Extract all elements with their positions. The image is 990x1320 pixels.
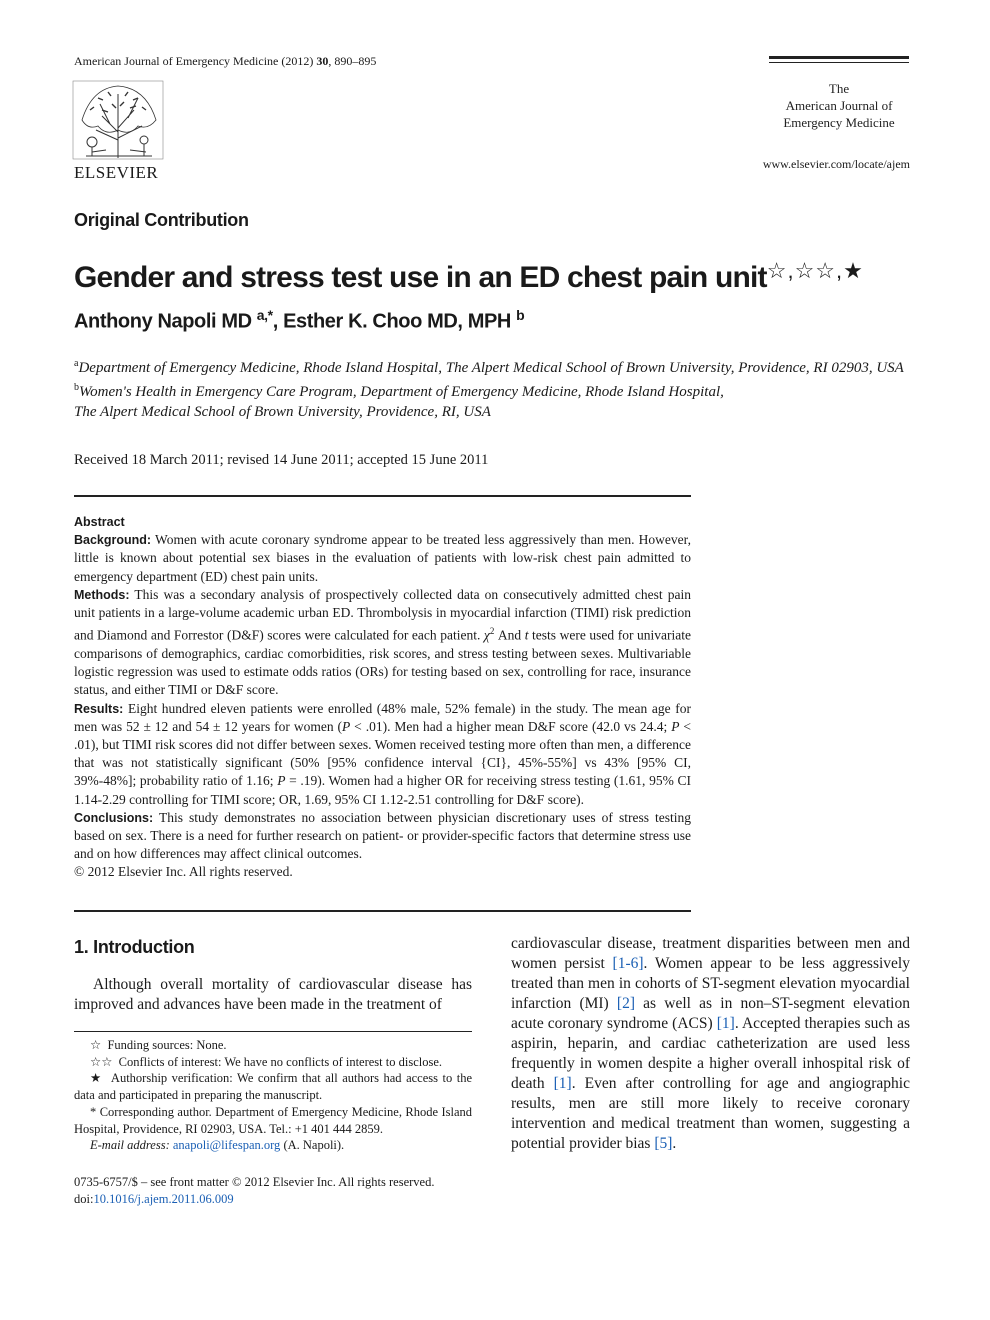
author-affil-marker[interactable]: a,*	[256, 307, 273, 323]
intro-heading: 1. Introduction	[74, 937, 195, 957]
abstract-copyright: © 2012 Elsevier Inc. All rights reserved.	[74, 864, 293, 880]
footnote-email: E-mail address: anapoli@lifespan.org (A. Napoli).	[90, 1138, 345, 1153]
abstract-heading: Abstract	[74, 515, 125, 529]
affiliation-a: $^a$Department of Emergency Medicine, Rhode Island Hospital, The Alpert Medical School of Brown University, Providence, RI 02903, USA	[74, 358, 904, 376]
affiliations	[74, 354, 910, 422]
footnote-funding: ☆ Funding sources: None.	[90, 1038, 227, 1052]
citation-ref[interactable]: [2]	[616, 995, 635, 1012]
intro-paragraph-col2: cardiovascular disease, treatment disparities between men and women persist [1-6]. Women appear to be less aggressively treated than men in cohorts of ST-segment elevation myocardial infarction (MI) [2] as well as in non–ST-segment elevation acute coronary syndrome (ACS) [1]. Accepted therapies such as aspirin, heparin, and cardiac catheterization are used less frequently in women despite a higher overall inhospital risk of death [1]. Even after controlling for age and angiographic results, men are still more likely to receive coronary intervention and medical treatment than women, suggesting a potential provider bias [5].	[511, 935, 910, 1152]
journal-logo	[769, 80, 909, 131]
citation-ref[interactable]: [5]	[654, 1135, 673, 1152]
front-matter-meta	[74, 1174, 494, 1208]
journal-url[interactable]: www.elsevier.com/locate/ajem	[762, 157, 910, 171]
abstract-results: Results: Eight hundred eleven patients were enrolled (48% male, 52% female) in the study. The mean age for men was 52 ± 12 and 54 ± 12 years for women (P < .01). Men had a higher mean D&F score (42.0 vs 24.4; P < .01), but TIMI risk scores did not differ between sexes. Women received testing more often than men, a difference that was not statistically significant (50% [95% confidence interval {CI}, 45%-55%] vs 43% [95% CI, 39%-48%]; probability ratio of 1.16; P = .19). Women had a higher OR for receiving stress testing (1.61, 95% CI 1.14-2.29 controlling for TIMI score; OR, 1.69, 95% CI 1.12-2.51 controlling for D&F score).	[74, 700, 691, 807]
author-affil-marker[interactable]: b	[516, 307, 525, 323]
abstract-background: Background: Women with acute coronary syndrome appear to be treated less aggressively than men. However, little is known about potential sex biases in the evaluation of patients with low-risk chest pain admitted to emergency department (ED) chest pain units.	[74, 532, 691, 584]
affiliation-b: $^b$Women's Health in Emergency Care Program, Department of Emergency Medicine, Rhode Island Hospital, The Alpert Medical School of Brown University, Providence, RI, USA	[74, 382, 724, 420]
footnote-corresponding: * Corresponding author. Department of Emergency Medicine, Rhode Island Hospital, Providence, RI 02903, USA. Tel.: +1 401 444 2859.	[74, 1104, 472, 1136]
article-title: Gender and stress test use in an ED chest pain unit☆,☆☆,★	[74, 258, 864, 294]
publisher-name: ELSEVIER	[74, 163, 159, 182]
abstract-conclusions: Conclusions: This study demonstrates no association between physician discretionary uses of stress testing based on sex. There is a need for further research on patient- or provider-specific factors that determine stress use and on how differences may affect clinical outcomes.	[74, 809, 691, 862]
journal-logo-line2: American Journal of	[785, 98, 893, 113]
footnote-conflicts: ☆☆ Conflicts of interest: We have no conflicts of interest to disclose.	[90, 1054, 443, 1069]
citation-volume: 30	[316, 54, 329, 68]
abstract-bottom-rule	[74, 910, 691, 912]
citation-ref[interactable]: [1]	[553, 1075, 572, 1092]
doi-link[interactable]: 10.1016/j.ajem.2011.06.009	[93, 1192, 234, 1206]
doi-line: doi:10.1016/j.ajem.2011.06.009	[74, 1192, 234, 1206]
journal-logo-line1: The	[828, 81, 850, 96]
author-list: Anthony Napoli MD $^{a,*}$, Esther K. Choo MD, MPH $^b$	[74, 307, 525, 333]
email-link[interactable]: anapoli@lifespan.org	[172, 1138, 281, 1153]
abstract	[74, 513, 691, 882]
abstract-methods: Methods: This was a secondary analysis of prospectively collected data on consecutively admitted chest pain unit patients in a large-volume academic urban ED. Thrombolysis in myocardial infarction (TIMI) risk prediction and Diamond and Forrestor (D&F) scores were calculated for each patient. $\chi^2$ And t tests were used for univariate comparisons of demographics, cardiac comorbidities, risk scores, and stress testing between sexes. Multivariable logistic regression was used to estimate odds ratios (ORs) for testing based on sex, controlling for race, insurance status, and either TIMI or D&F score.	[74, 586, 691, 698]
author-name: Esther K. Choo MD, MPH	[283, 310, 511, 333]
journal-logo-rules	[769, 56, 909, 66]
journal-citation: American Journal of Emergency Medicine (2012) 30, 890–895	[74, 54, 377, 68]
abstract-top-rule	[74, 495, 691, 497]
issn-line: 0735-6757/$ – see front matter © 2012 Elsevier Inc. All rights reserved.	[74, 1175, 435, 1189]
title-footnote-marks[interactable]: ☆,☆☆,★	[766, 258, 864, 283]
footnote-authorship: ★ Authorship verification: We confirm that all authors had access to the data and participated in preparing the manuscript.	[74, 1071, 472, 1103]
citation-ref[interactable]: [1-6]	[612, 955, 644, 972]
citation-ref[interactable]: [1]	[716, 1015, 735, 1032]
footnotes	[74, 1037, 472, 1154]
elsevier-tree-logo	[72, 80, 164, 160]
journal-logo-line3: Emergency Medicine	[783, 115, 895, 130]
article-dates: Received 18 March 2011; revised 14 June 2011; accepted 15 June 2011	[74, 452, 489, 468]
intro-paragraph-col1: Although overall mortality of cardiovascular disease has improved and advances have been made in the treatment of	[74, 976, 472, 1013]
author-name: Anthony Napoli MD	[74, 310, 252, 333]
footnote-rule	[74, 1031, 472, 1032]
section-label: Original Contribution	[74, 210, 249, 230]
